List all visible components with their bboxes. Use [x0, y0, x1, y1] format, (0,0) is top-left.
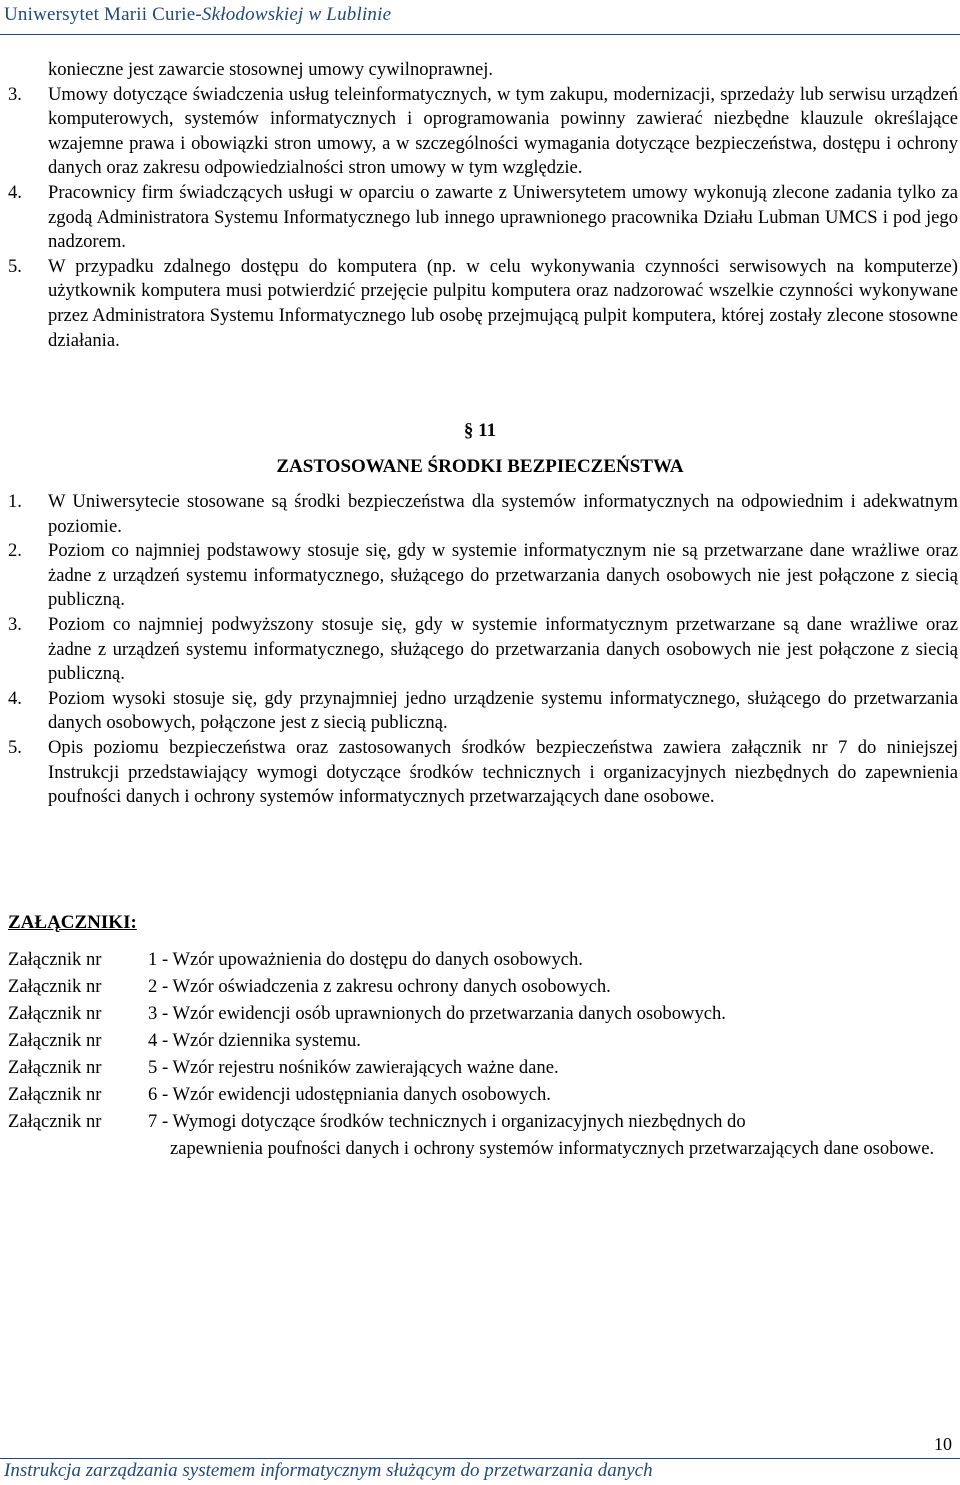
attachment-text: 2 - Wzór oświadczenia z zakresu ochrony danych osobowych. — [148, 976, 611, 997]
section-title: ZASTOSOWANE ŚRODKI BEZPIECZEŃSTWA — [276, 456, 684, 477]
attachment-label: Załącznik nr — [8, 1030, 102, 1051]
attachment-label: Załącznik nr — [8, 976, 102, 997]
section-item — [8, 613, 958, 687]
attachment-7-lead: 7 - Wymogi dotyczące środków technicznych i organizacyjnych niezbędnych do — [148, 1111, 746, 1132]
attachment-label: Załącznik nr — [8, 949, 102, 970]
attachments-heading: ZAŁĄCZNIKI: — [8, 912, 137, 933]
section-items — [8, 490, 958, 810]
section-item — [8, 736, 958, 810]
header-university-name: Uniwersytet Marii Curie- — [4, 4, 202, 25]
paragraph-2-tail: konieczne jest zawarcie stosownej umowy cywilnoprawnej. — [48, 59, 494, 80]
attachment-item — [8, 1081, 958, 1108]
paragraph-3 — [8, 83, 958, 181]
attachment-label: Załącznik nr — [8, 1003, 102, 1024]
attachment-label: Załącznik nr — [8, 1057, 102, 1078]
section-item-number: 5. — [8, 736, 22, 758]
attachment-item — [8, 973, 958, 1000]
attachment-label: Załącznik nr — [8, 1111, 102, 1132]
running-footer: Instrukcja zarządzania systemem informatycznym służącym do przetwarzania danych — [4, 1460, 653, 1481]
section-item-text: Poziom co najmniej podwyższony stosuje się, gdy w systemie informatycznym przetwarzane są dane wrażliwe oraz żadne z urządzeń systemu informatycznego, służącego do przetwarzania danych osobowych nie jest połączone z siecią publiczną. — [48, 613, 958, 685]
section-item-number: 2. — [8, 540, 22, 562]
section-symbol: § — [463, 420, 474, 441]
attachments-list — [8, 946, 958, 1162]
running-header — [4, 4, 391, 26]
paragraph-3-text: Umowy dotyczące świadczenia usług teleinformatycznych, w tym zakupu, modernizacji, sprzedaży lub serwisu urządzeń komputerowych, systemów informatycznych i oprogramowania powinny zawierać niezbędne klauzule określające wzajemne prawa i obowiązki stron umowy, a w szczególności wymagania dotyczące bezpieczeństwa, dostępu i ochrony danych oraz zakresu odpowiedzialności stron umowy w tym względzie. — [48, 83, 958, 179]
paragraph-3-number: 3. — [8, 83, 22, 105]
attachment-text: 6 - Wzór ewidencji udostępniania danych osobowych. — [148, 1084, 551, 1105]
attachment-text: 4 - Wzór dziennika systemu. — [148, 1030, 361, 1051]
page-number: 10 — [934, 1434, 952, 1454]
attachment-item — [8, 1054, 958, 1081]
attachment-text: 3 - Wzór ewidencji osób uprawnionych do przetwarzania danych osobowych. — [148, 1003, 726, 1024]
paragraph-4 — [8, 181, 958, 255]
paragraph-5-number: 5. — [8, 255, 22, 277]
attachment-label: Załącznik nr — [8, 1084, 102, 1105]
section-item — [8, 539, 958, 613]
attachment-text — [148, 1108, 956, 1162]
section-item-text: Poziom wysoki stosuje się, gdy przynajmniej jedno urządzenie systemu informatycznego, służącego do przetwarzania danych osobowych, połączone jest z siecią publiczną. — [48, 687, 958, 734]
paragraph-5 — [8, 255, 958, 353]
section-item — [8, 490, 958, 539]
attachment-item — [8, 946, 958, 973]
section-item-text: Poziom co najmniej podstawowy stosuje się, gdy w systemie informatycznym nie są przetwarzane dane wrażliwe oraz żadne z urządzeń systemu informatycznego, służącego do przetwarzania danych osobowych nie jest połączone z siecią publiczną. — [48, 540, 958, 611]
header-divider — [0, 34, 960, 35]
attachment-item-7 — [8, 1108, 958, 1162]
section-item — [8, 687, 958, 736]
paragraph-5-text: W przypadku zdalnego dostępu do komputera (np. w celu wykonywania czynności serwisowych na komputerze) użytkownik komputera musi potwierdzić przejęcie pulpitu komputera oraz nadzorować wszelkie czynności wykonywane przez Administratora Systemu Informatycznego lub osobę przejmującą pulpit komputera, której zostały zlecone stosowne działania. — [48, 255, 958, 351]
attachment-text: 1 - Wzór upoważnienia do dostępu do danych osobowych. — [148, 949, 583, 970]
section-item-text: Opis poziomu bezpieczeństwa oraz zastosowanych środków bezpieczeństwa zawiera załącznik nr 7 do niniejszej Instrukcji przedstawiający wymogi dotyczące środków technicznych i organizacyjnych niezbędnych do zapewnienia poufności danych i ochrony systemów informatycznych przetwarzających dane osobowe. — [48, 736, 958, 808]
attachment-text: 5 - Wzór rejestru nośników zawierających ważne dane. — [148, 1057, 559, 1078]
attachment-item — [8, 1000, 958, 1027]
paragraph-4-text: Pracownicy firm świadczących usługi w oparciu o zawarte z Uniwersytetem umowy wykonują zlecone zadania tylko za zgodą Administratora Systemu Informatycznego lub innego uprawnionego pracownika Działu Lubman UMCS i pod jego nadzorem. — [48, 181, 958, 253]
footer-divider — [0, 1458, 960, 1459]
section-number-heading — [0, 418, 960, 444]
attachment-item — [8, 1027, 958, 1054]
document-body-top — [8, 58, 958, 353]
section-item-text: W Uniwersytecie stosowane są środki bezpieczeństwa dla systemów informatycznych na odpowiednim i adekwatnym poziomie. — [48, 491, 958, 537]
section-item-number: 4. — [8, 687, 22, 709]
attachment-7-continuation: zapewnienia poufności danych i ochrony systemów informatycznych przetwarzających dane osobowe. — [170, 1138, 935, 1159]
section-item-number: 3. — [8, 613, 22, 635]
section-item-number: 1. — [8, 491, 22, 512]
paragraph-4-number: 4. — [8, 181, 22, 203]
section-number: 11 — [478, 420, 497, 441]
header-university-name-italic: Skłodowskiej w Lublinie — [201, 4, 392, 25]
